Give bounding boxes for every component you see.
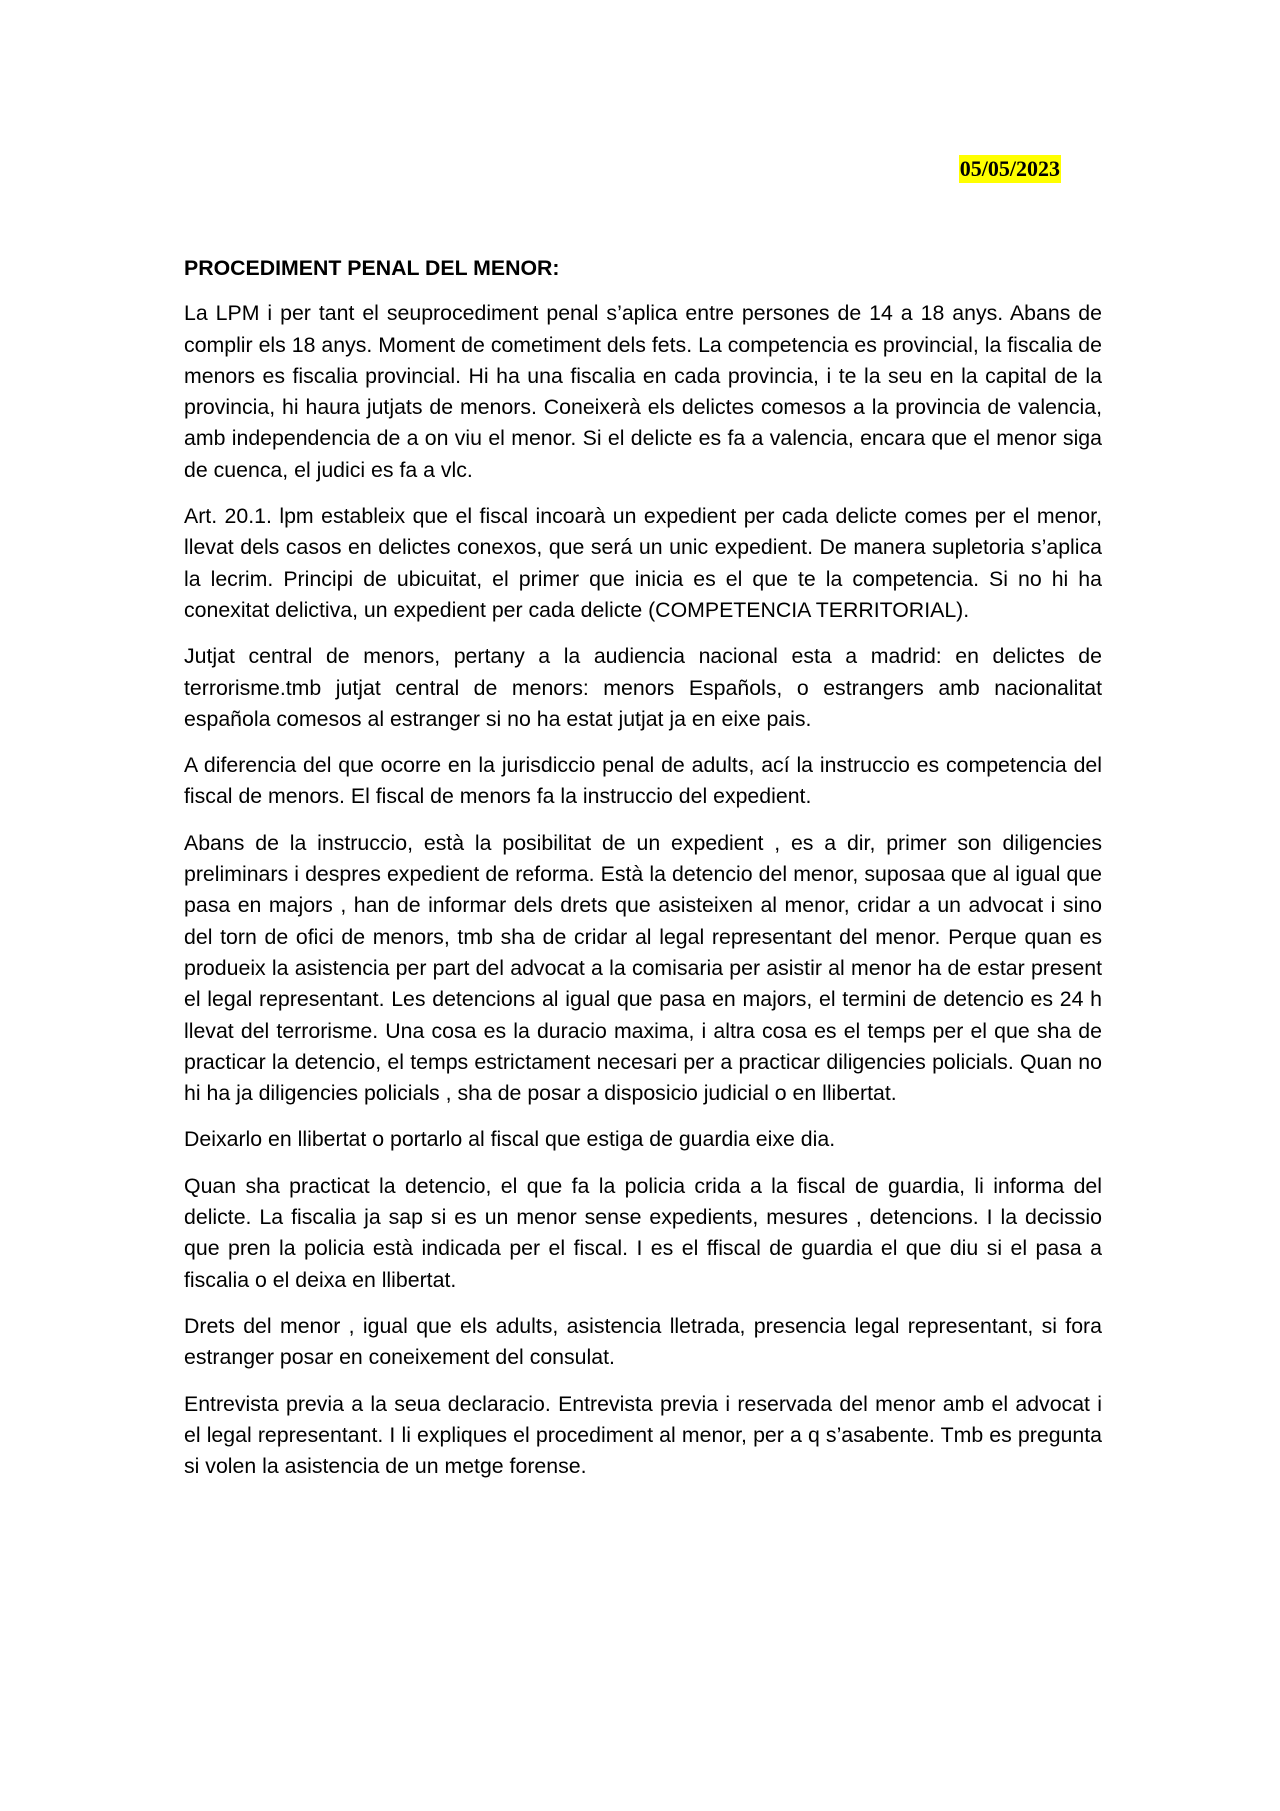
- paragraph: A diferencia del que ocorre en la jurisdiccio penal de adults, ací la instruccio es competencia del fiscal de menors. El fiscal de menors fa la instruccio del expedient.: [184, 753, 1102, 809]
- document-body: [184, 253, 1102, 1497]
- paragraph: Art. 20.1. lpm estableix que el fiscal incoarà un expedient per cada delicte comes per el menor, llevat dels casos en delictes conexos, que será un unic expedient. De manera supletoria s’aplica la lecrim. Principi de ubicuitat, el primer que inicia es el que te la competencia. Si no hi ha conexitat delictiva, un expedient per cada delicte (COMPETENCIA TERRITORIAL).: [184, 504, 1102, 622]
- paragraph: Abans de la instruccio, està la posibilitat de un expedient , es a dir, primer son diligencies preliminars i despres expedient de reforma. Està la detencio del menor, suposaa que al igual que pasa en majors , han de informar dels drets que asisteixen al menor, cridar a un advocat i sino del torn de ofici de menors, tmb sha de cridar al legal representant del menor. Perque quan es produeix la asistencia per part del advocat a la comisaria per asistir al menor ha de estar present el legal representant. Les detencions al igual que pasa en majors, el termini de detencio es 24 h llevat del terrorisme. Una cosa es la duracio maxima, i altra cosa es el temps per el que sha de practicar la detencio, el temps estrictament necesari per a practicar diligencies policials. Quan no hi ha ja diligencies policials , sha de posar a disposicio judicial o en llibertat.: [184, 830, 1102, 1106]
- paragraph: Jutjat central de menors, pertany a la audiencia nacional esta a madrid: en delictes de terrorisme.tmb jutjat central de menors: menors Españols, o estrangers amb nacionalitat española comesos al estranger si no ha estat jutjat ja en eixe pais.: [184, 644, 1102, 731]
- paragraph: Deixarlo en llibertat o portarlo al fiscal que estiga de guardia eixe dia.: [184, 1127, 836, 1152]
- paragraph: Entrevista previa a la seua declaracio. Entrevista previa i reservada del menor amb el advocat i el legal representant. I li expliques el procediment al menor, per a q s’asabente. Tmb es pregunta si volen la asistencia de un metge forense.: [184, 1391, 1102, 1479]
- document-heading: PROCEDIMENT PENAL DEL MENOR:: [184, 256, 560, 280]
- paragraph: Drets del menor , igual que els adults, asistencia lletrada, presencia legal representant, si fora estranger posar en coneixement del consulat.: [184, 1313, 1102, 1370]
- paragraph: La LPM i per tant el seuprocediment penal s’aplica entre persones de 14 a 18 anys. Abans de complir els 18 anys. Moment de cometiment dels fets. La competencia es provincial, la fiscalia de menors es fiscalia provincial. Hi ha una fiscalia en cada provincia, i te la seu en la capital de la provincia, hi haura jutjats de menors. Coneixerà els delictes comesos a la provincia de valencia, amb independencia de a on viu el menor. Si el delicte es fa a valencia, encara que el menor siga de cuenca, el judici es fa a vlc.: [184, 301, 1102, 482]
- paragraph: Quan sha practicat la detencio, el que fa la policia crida a la fiscal de guardia, li informa del delicte. La fiscalia ja sap si es un menor sense expedients, mesures , detencions. I la decissio que pren la policia està indicada per el fiscal. I es el ffiscal de guardia el que diu si el pasa a fiscalia o el deixa en llibertat.: [184, 1173, 1102, 1292]
- document-date: 05/05/2023: [959, 156, 1060, 181]
